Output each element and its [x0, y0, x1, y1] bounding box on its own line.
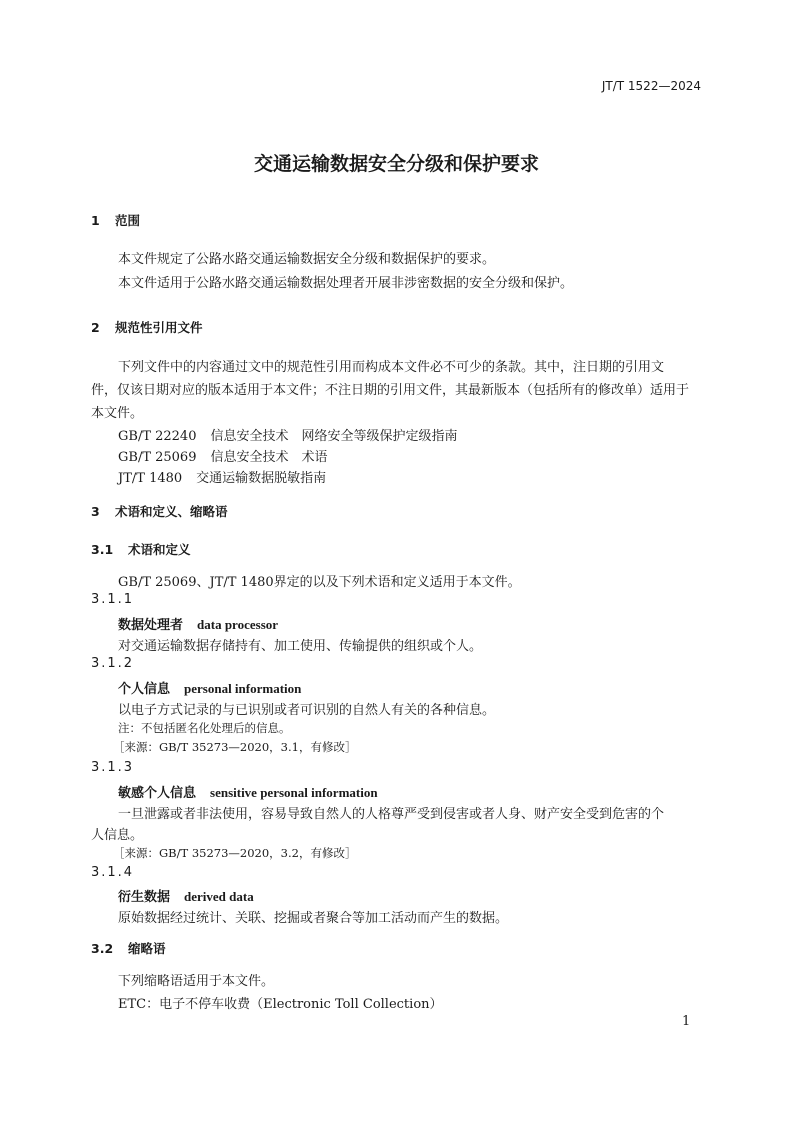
section-number: 3 [91, 504, 100, 519]
reference-code: GB/T 22240 [118, 429, 197, 444]
section-2-heading [91, 318, 203, 336]
term-zh: 个人信息 [118, 682, 171, 697]
abbreviation-entry: ETC：电子不停车收费（Electronic Toll Collection） [118, 997, 443, 1012]
section-number: 2 [91, 320, 100, 335]
section-number: 1 [91, 213, 100, 228]
paragraph-line: 件，仅该日期对应的版本适用于本文件；不注日期的引用文件，其最新版本（包括所有的修改单）适用于 [91, 383, 690, 398]
paragraph: GB/T 25069、JT/T 1480界定的以及下列术语和定义适用于本文件。 [118, 575, 521, 590]
reference-title: 交通运输数据脱敏指南 [196, 471, 327, 486]
term-zh: 敏感个人信息 [118, 786, 197, 801]
page-number: 1 [682, 1014, 691, 1029]
subsection-title: 缩略语 [128, 941, 166, 956]
term-heading [118, 886, 254, 905]
section-3-heading [91, 502, 228, 520]
term-heading [118, 678, 301, 697]
term-definition-line: 一旦泄露或者非法使用，容易导致自然人的人格尊严受到侵害或者人身、财产安全受到危害的个 [118, 807, 665, 822]
term-definition: 以电子方式记录的与已识别或者可识别的自然人有关的各种信息。 [118, 703, 496, 718]
term-en: sensitive personal information [210, 785, 378, 800]
document-code: JT/T 1522—2024 [601, 79, 701, 93]
term-definition: 对交通运输数据存储持有、加工使用、传输提供的组织或个人。 [118, 639, 483, 654]
term-en: data processor [197, 617, 279, 632]
paragraph-line: 本文件。 [91, 406, 144, 421]
paragraph: 下列缩略语适用于本文件。 [118, 974, 275, 989]
reference-item [118, 425, 458, 444]
subsection-title: 术语和定义 [128, 542, 191, 557]
term-zh: 衍生数据 [118, 890, 171, 905]
reference-code: JT/T 1480 [118, 471, 183, 486]
paragraph: 本文件适用于公路水路交通运输数据处理者开展非涉密数据的安全分级和保护。 [118, 276, 574, 291]
term-zh: 数据处理者 [118, 618, 184, 633]
term-note: 注：不包括匿名化处理后的信息。 [118, 721, 291, 735]
paragraph-line: 下列文件中的内容通过文中的规范性引用而构成本文件必不可少的条款。其中，注日期的引用文 [118, 360, 665, 375]
reference-title: 信息安全技术 网络安全等级保护定级指南 [210, 429, 458, 444]
section-title: 术语和定义、缩略语 [115, 504, 228, 519]
reference-title: 信息安全技术 术语 [210, 450, 328, 465]
section-1-heading [91, 211, 140, 229]
term-en: personal information [184, 681, 302, 696]
subsection-number: 3.2 [91, 941, 114, 956]
term-en: derived data [184, 889, 254, 904]
subsection-number: 3.1 [91, 542, 114, 557]
section-title: 规范性引用文件 [115, 320, 203, 335]
term-source: ［来源：GB/T 35273—2020，3.2，有修改］ [113, 846, 357, 860]
term-heading [118, 782, 378, 801]
reference-item [118, 467, 326, 486]
paragraph: 本文件规定了公路水路交通运输数据安全分级和数据保护的要求。 [118, 252, 496, 267]
term-number: 3.1.2 [91, 656, 135, 671]
term-heading [118, 614, 278, 633]
term-number: 3.1.3 [91, 760, 135, 775]
reference-item [118, 446, 328, 465]
reference-code: GB/T 25069 [118, 450, 197, 465]
term-definition-line: 人信息。 [91, 828, 144, 843]
term-number: 3.1.4 [91, 865, 135, 880]
document-title: 交通运输数据安全分级和保护要求 [253, 153, 539, 175]
subsection-3-2-heading [91, 939, 166, 957]
section-title: 范围 [115, 213, 141, 228]
term-definition: 原始数据经过统计、关联、挖掘或者聚合等加工活动而产生的数据。 [118, 911, 509, 926]
subsection-3-1-heading [91, 540, 191, 558]
term-source: ［来源：GB/T 35273—2020，3.1，有修改］ [113, 740, 357, 754]
term-number: 3.1.1 [91, 592, 135, 607]
